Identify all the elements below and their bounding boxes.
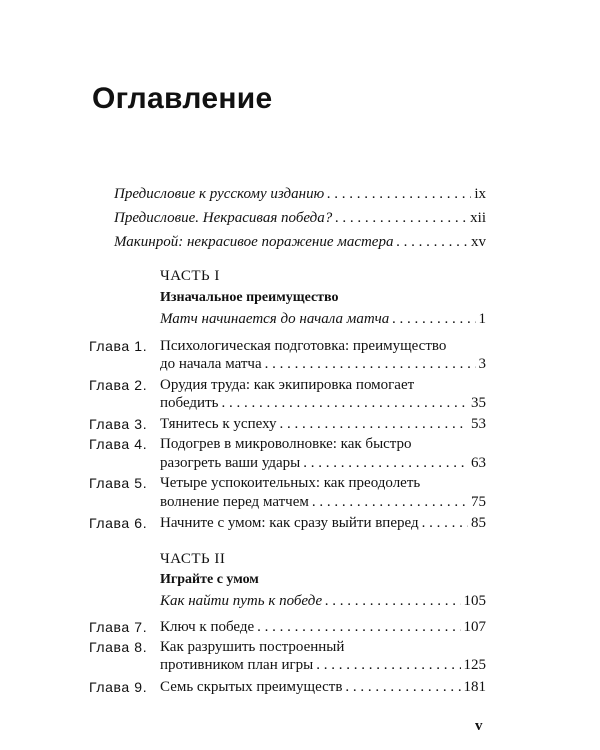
dot-leader bbox=[265, 353, 476, 375]
part-2-label: ЧАСТЬ II bbox=[160, 551, 226, 567]
dot-leader bbox=[392, 308, 475, 330]
toc-chapter-8-cont[interactable] bbox=[0, 654, 600, 676]
part-1-intro[interactable] bbox=[0, 308, 600, 330]
entry-page: 107 bbox=[463, 619, 486, 635]
chapter-title-line1: Орудия труда: как экипировка помогает bbox=[160, 377, 415, 393]
chapter-title-line2: разогреть ваши удары bbox=[160, 455, 301, 471]
entry-title: Макинрой: некрасивое поражение мастера bbox=[114, 234, 394, 250]
chapter-title: Начните с умом: как сразу выйти вперед bbox=[160, 515, 419, 531]
chapter-label: Глава 2. bbox=[89, 377, 148, 393]
toc-chapter-4-cont[interactable] bbox=[0, 452, 600, 474]
chapter-title-line1: Четыре успокоительных: как преодолеть bbox=[160, 475, 421, 491]
entry-page: 125 bbox=[463, 657, 486, 673]
chapter-title: Ключ к победе bbox=[160, 619, 255, 635]
entry-page: xii bbox=[470, 210, 486, 226]
toc-chapter-2-cont[interactable] bbox=[0, 392, 600, 414]
chapter-label: Глава 1. bbox=[89, 338, 148, 354]
entry-page: 181 bbox=[463, 679, 486, 695]
entry-page: ix bbox=[474, 186, 486, 202]
dot-leader bbox=[221, 392, 468, 414]
part-1-label: ЧАСТЬ I bbox=[160, 268, 220, 284]
toc-chapter-6[interactable] bbox=[0, 512, 600, 534]
dot-leader bbox=[257, 616, 460, 638]
chapter-title-line2: противником план игры bbox=[160, 657, 314, 673]
dot-leader bbox=[327, 183, 471, 205]
entry-title: Предисловие к русскому изданию bbox=[114, 186, 325, 202]
entry-page: 35 bbox=[471, 395, 486, 411]
chapter-title: Семь скрытых преимуществ bbox=[160, 679, 343, 695]
toc-chapter-1-cont[interactable] bbox=[0, 353, 600, 375]
dot-leader bbox=[316, 654, 460, 676]
chapter-label: Глава 7. bbox=[89, 619, 148, 635]
chapter-title-line1: Как разрушить построенный bbox=[160, 639, 345, 655]
dot-leader bbox=[396, 231, 468, 253]
chapter-title-line1: Психологическая подготовка: преимущество bbox=[160, 338, 447, 354]
dot-leader bbox=[345, 676, 460, 698]
page-number: v bbox=[475, 718, 483, 734]
toc-entry-front-1[interactable] bbox=[114, 183, 486, 205]
chapter-label: Глава 5. bbox=[89, 475, 148, 491]
toc-entry-front-2[interactable] bbox=[114, 207, 486, 229]
chapter-label: Глава 3. bbox=[89, 416, 148, 432]
entry-page: 53 bbox=[471, 416, 486, 432]
entry-title: Как найти путь к победе bbox=[160, 593, 323, 609]
chapter-label: Глава 6. bbox=[89, 515, 148, 531]
dot-leader bbox=[312, 491, 468, 513]
toc-chapter-7[interactable] bbox=[0, 616, 600, 638]
toc-chapter-3[interactable] bbox=[0, 413, 600, 435]
toc-chapter-5-cont[interactable] bbox=[0, 491, 600, 513]
dot-leader bbox=[325, 590, 460, 612]
part-2-intro[interactable] bbox=[0, 590, 600, 612]
part-2-title: Играйте с умом bbox=[160, 572, 259, 587]
dot-leader bbox=[280, 413, 469, 435]
chapter-title-line2: волнение перед матчем bbox=[160, 494, 309, 510]
entry-page: 105 bbox=[463, 593, 486, 609]
entry-title: Предисловие. Некрасивая победа? bbox=[114, 210, 333, 226]
chapter-title-line2: до начала матча bbox=[160, 356, 262, 372]
chapter-label: Глава 9. bbox=[89, 679, 148, 695]
chapter-label: Глава 4. bbox=[89, 436, 148, 452]
toc-chapter-9[interactable] bbox=[0, 676, 600, 698]
part-1-title: Изначальное преимущество bbox=[160, 290, 339, 305]
entry-page: 85 bbox=[471, 515, 486, 531]
entry-page: 3 bbox=[478, 356, 486, 372]
chapter-title-line1: Подогрев в микроволновке: как быстро bbox=[160, 436, 412, 452]
entry-page: 1 bbox=[478, 311, 486, 327]
entry-page: 75 bbox=[471, 494, 486, 510]
entry-page: 63 bbox=[471, 455, 486, 471]
dot-leader bbox=[303, 452, 468, 474]
chapter-label: Глава 8. bbox=[89, 639, 148, 655]
toc-entry-front-3[interactable] bbox=[114, 231, 486, 253]
entry-title: Матч начинается до начала матча bbox=[160, 311, 390, 327]
dot-leader bbox=[335, 207, 467, 229]
entry-page: xv bbox=[471, 234, 486, 250]
dot-leader bbox=[422, 512, 468, 534]
chapter-title: Тянитесь к успеху bbox=[160, 416, 277, 432]
page-title: Оглавление bbox=[92, 82, 273, 115]
chapter-title-line2: победить bbox=[160, 395, 219, 411]
